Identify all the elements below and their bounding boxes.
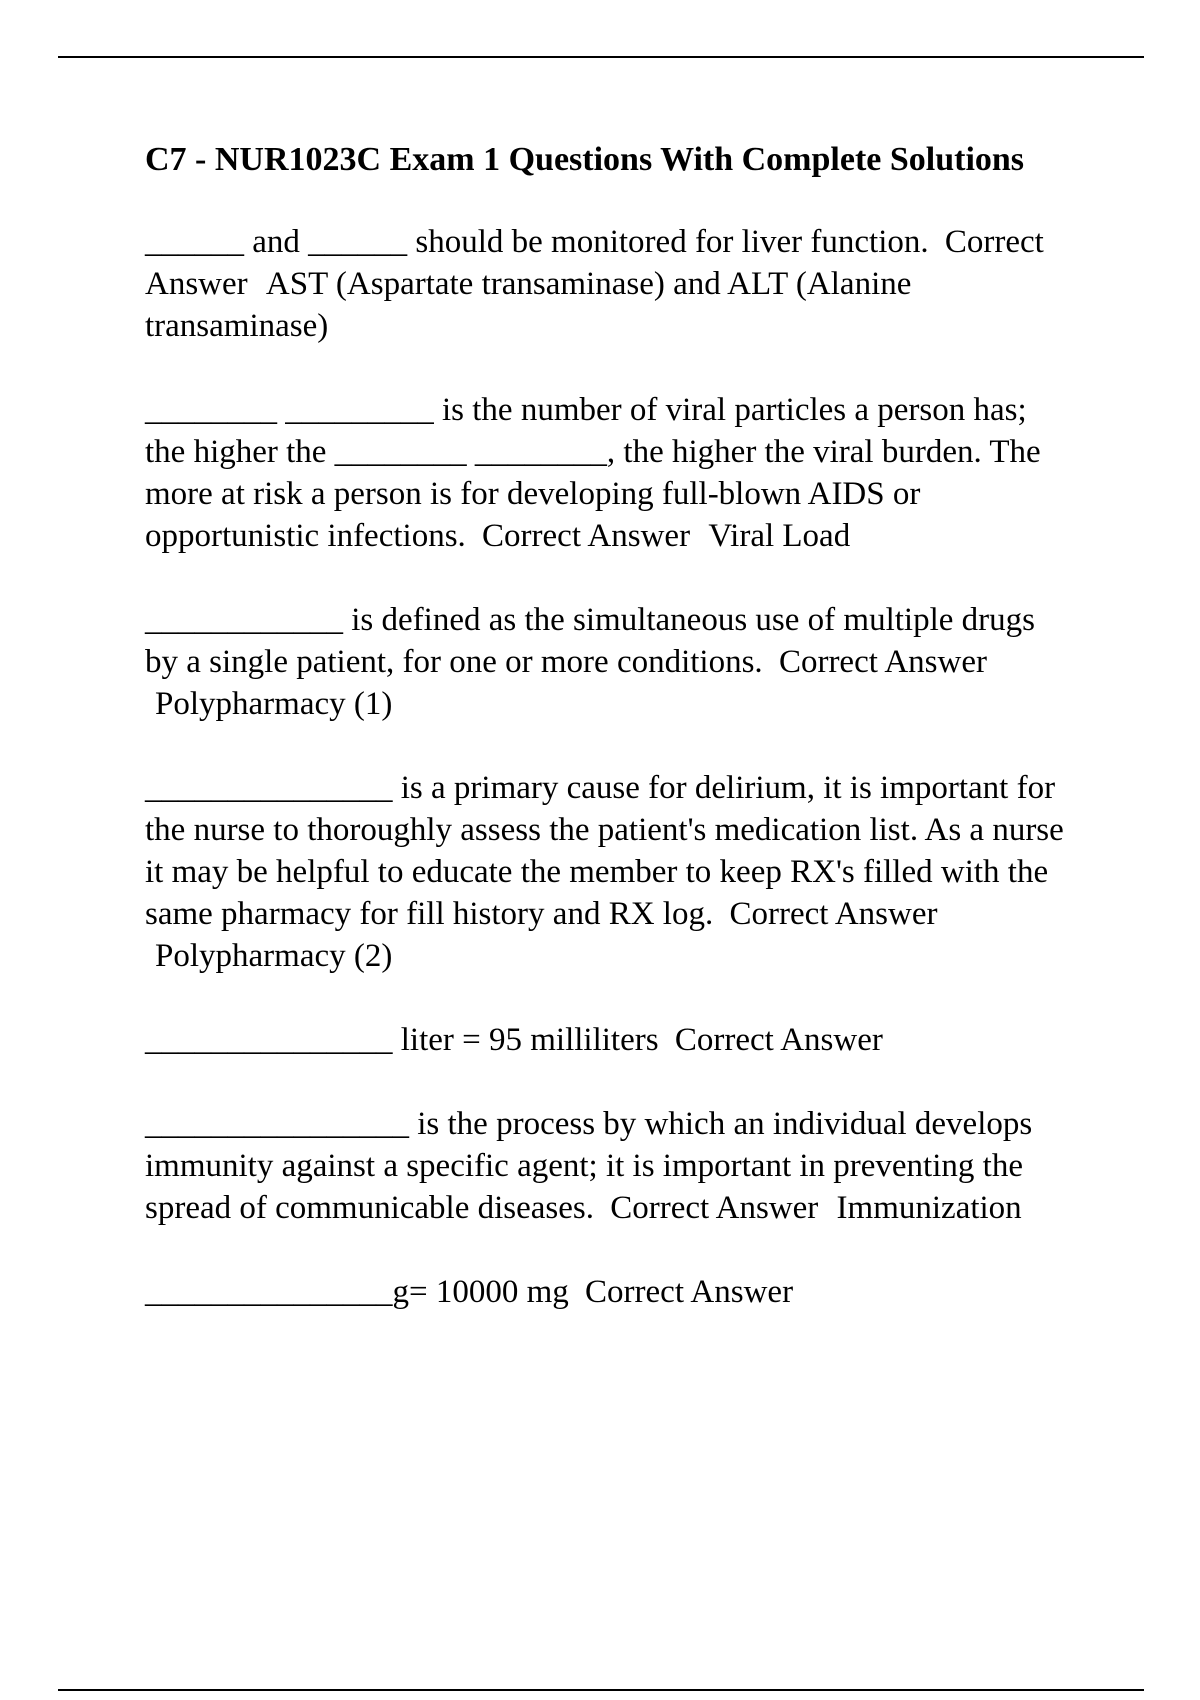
question-item [145, 221, 1070, 347]
question-text: ____________ is defined as the simultaneous use of multiple drugs by a single patient, for one or more conditions. [145, 601, 1035, 680]
question-item [145, 1019, 1070, 1061]
correct-answer-label: Correct Answer [674, 1021, 883, 1058]
answer-text: Immunization [836, 1189, 1022, 1226]
correct-answer-label: Correct Answer [610, 1189, 819, 1226]
document-title: C7 - NUR1023C Exam 1 Questions With Complete Solutions [145, 141, 1025, 178]
answer-text: Viral Load [708, 517, 851, 554]
question-item [145, 389, 1070, 557]
correct-answer-label: Correct Answer [778, 643, 987, 680]
question-text: _______________ is a primary cause for delirium, it is important for the nurse to thoroughly assess the patient's medication list. As a nurse it may be helpful to educate the member to keep RX's filled with the same pharmacy for fill history and RX log. [145, 769, 1064, 932]
answer-text: Polypharmacy (2) [155, 937, 393, 974]
question-text: ________ _________ is the number of viral particles a person has; the higher the ________ ________, the higher the viral burden. The more at risk a person is for developing full-blown AIDS or opportunistic infections. [145, 391, 1041, 554]
question-text: _______________g= 10000 mg [145, 1273, 569, 1310]
correct-answer-label: Correct Answer [482, 517, 691, 554]
question-text: ________________ is the process by which an individual develops immunity against a specific agent; it is important in preventing the spread of communicable diseases. [145, 1105, 1033, 1226]
correct-answer-label: Correct Answer [145, 223, 1044, 302]
document-body [145, 140, 1105, 1355]
question-item [145, 767, 1070, 977]
question-item [145, 599, 1070, 725]
correct-answer-label: Correct Answer [585, 1273, 794, 1310]
top-divider [58, 56, 1144, 58]
question-item [145, 1103, 1070, 1229]
correct-answer-label: Correct Answer [729, 895, 938, 932]
answer-text: Polypharmacy (1) [155, 685, 393, 722]
question-item [145, 1271, 1070, 1313]
question-text: ______ and ______ should be monitored for liver function. [145, 223, 929, 260]
question-list [145, 221, 1105, 1313]
bottom-divider [58, 1689, 1144, 1691]
answer-text: AST (Aspartate transaminase) and ALT (Alanine transaminase) [145, 265, 912, 344]
question-text: _______________ liter = 95 milliliters [145, 1021, 659, 1058]
